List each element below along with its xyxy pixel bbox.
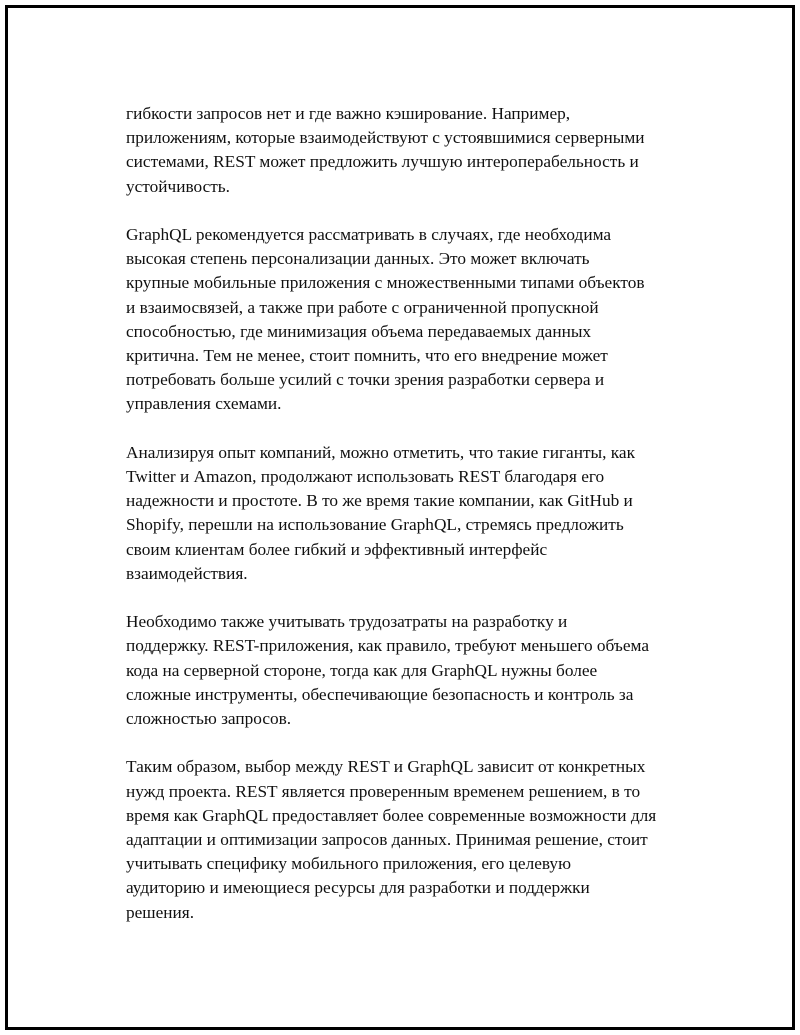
text-line: аудиторию и имеющиеся ресурсы для разработки и поддержки bbox=[126, 878, 590, 898]
paragraph-company-experience bbox=[126, 441, 706, 586]
text-line: потребовать больше усилий с точки зрения разработки сервера и bbox=[126, 370, 605, 390]
text-line: адаптации и оптимизации запросов данных. Принимая решение, стоит bbox=[126, 830, 648, 850]
paragraph-rest-use-cases bbox=[126, 102, 706, 199]
text-line: Twitter и Amazon, продолжают использовать REST благодаря его bbox=[126, 467, 605, 487]
text-line: способностью, где минимизация объема передаваемых данных bbox=[126, 321, 592, 341]
text-line: решения. bbox=[126, 902, 195, 922]
text-line: управления схемами. bbox=[126, 394, 282, 414]
text-line: крупные мобильные приложения с множественными типами объектов bbox=[126, 273, 645, 293]
text-line: нужд проекта. REST является проверенным временем решением, в то bbox=[126, 781, 641, 801]
paragraph-graphql-use-cases bbox=[126, 223, 706, 417]
text-line: Shopify, перешли на использование GraphQL, стремясь предложить bbox=[126, 515, 624, 535]
text-line: системами, REST может предложить лучшую интероперабельность и bbox=[126, 152, 639, 172]
text-line: поддержку. REST-приложения, как правило, требуют меньшего объема bbox=[126, 636, 650, 656]
text-line: GraphQL рекомендуется рассматривать в случаях, где необходима bbox=[126, 225, 612, 244]
text-line: надежности и простоте. В то же время такие компании, как GitHub и bbox=[126, 491, 633, 511]
text-line: Таким образом, выбор между REST и GraphQL зависит от конкретных bbox=[126, 757, 646, 777]
text-line: приложениям, которые взаимодействуют с устоявшимися серверными bbox=[126, 128, 645, 148]
text-line: своим клиентам более гибкий и эффективный интерфейс bbox=[126, 539, 548, 559]
text-line: Анализируя опыт компаний, можно отметить, что такие гиганты, как bbox=[126, 442, 635, 462]
text-line: сложностью запросов. bbox=[126, 709, 292, 729]
page-frame bbox=[5, 5, 795, 1030]
text-line: сложные инструменты, обеспечивающие безопасность и контроль за bbox=[126, 684, 634, 704]
text-line: гибкости запросов нет и где важно кэширование. Например, bbox=[126, 104, 571, 123]
paragraph-development-effort bbox=[126, 610, 706, 731]
text-line: и взаимосвязей, а также при работе с ограниченной пропускной bbox=[126, 297, 599, 317]
text-line: Необходимо также учитывать трудозатраты на разработку и bbox=[126, 612, 568, 632]
text-line: учитывать специфику мобильного приложения, его целевую bbox=[126, 854, 571, 874]
text-line: время как GraphQL предоставляет более современные возможности для bbox=[126, 805, 657, 825]
text-line: взаимодействия. bbox=[126, 563, 248, 583]
paragraph-conclusion bbox=[126, 755, 706, 924]
text-line: устойчивость. bbox=[126, 176, 230, 196]
document-body bbox=[126, 102, 706, 949]
text-line: критична. Тем не менее, стоит помнить, что его внедрение может bbox=[126, 346, 608, 366]
text-line: кода на серверной стороне, тогда как для GraphQL нужны более bbox=[126, 660, 598, 680]
text-line: высокая степень персонализации данных. Это может включать bbox=[126, 249, 590, 269]
